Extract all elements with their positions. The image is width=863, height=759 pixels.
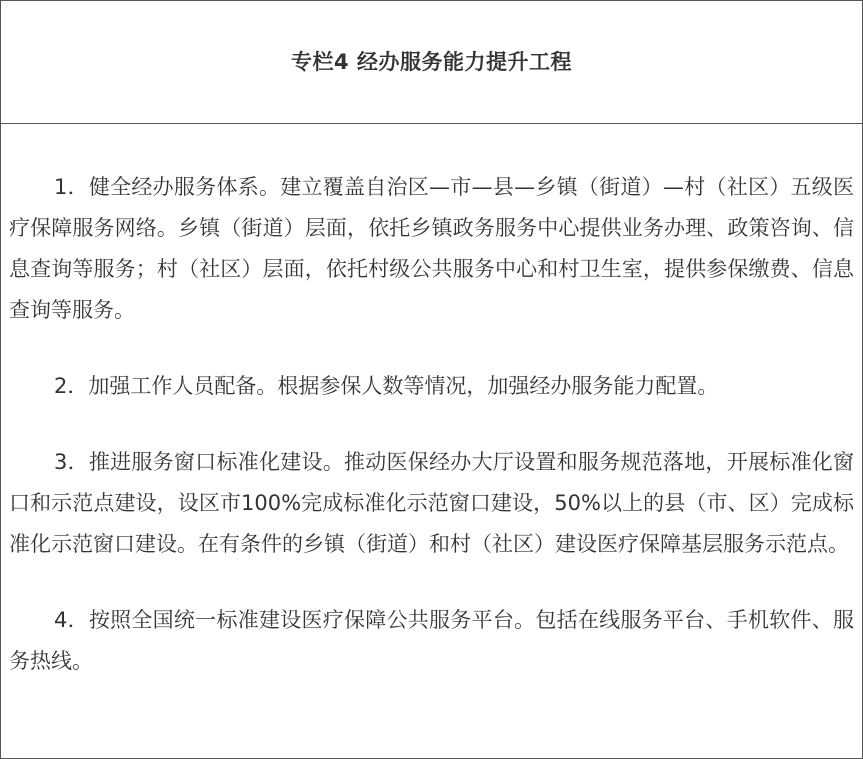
column-header [1, 1, 862, 124]
paragraph-1: 1．健全经办服务体系。建立覆盖自治区—市—县—乡镇（街道）—村（社区）五级医疗保障服务网络。乡镇（街道）层面，依托乡镇政务服务中心提供业务办理、政策咨询、信息查询等服务；村（社区）层面，依托村级公共服务中心和村卫生室，提供参保缴费、信息查询等服务。 [9, 175, 854, 322]
paragraph-4: 4．按照全国统一标准建设医疗保障公共服务平台。包括在线服务平台、手机软件、服务热线。 [9, 608, 854, 673]
paragraph-3: 3．推进服务窗口标准化建设。推动医保经办大厅设置和服务规范落地，开展标准化窗口和示范点建设，设区市100%完成标准化示范窗口建设，50%以上的县（市、区）完成标准化示范窗口建设。在有条件的乡镇（街道）和村（社区）建设医疗保障基层服务示范点。 [9, 450, 854, 556]
column-body [1, 124, 862, 682]
paragraph-2: 2．加强工作人员配备。根据参保人数等情况，加强经办服务能力配置。 [54, 374, 719, 398]
column-title: 专栏4 经办服务能力提升工程 [291, 50, 572, 74]
